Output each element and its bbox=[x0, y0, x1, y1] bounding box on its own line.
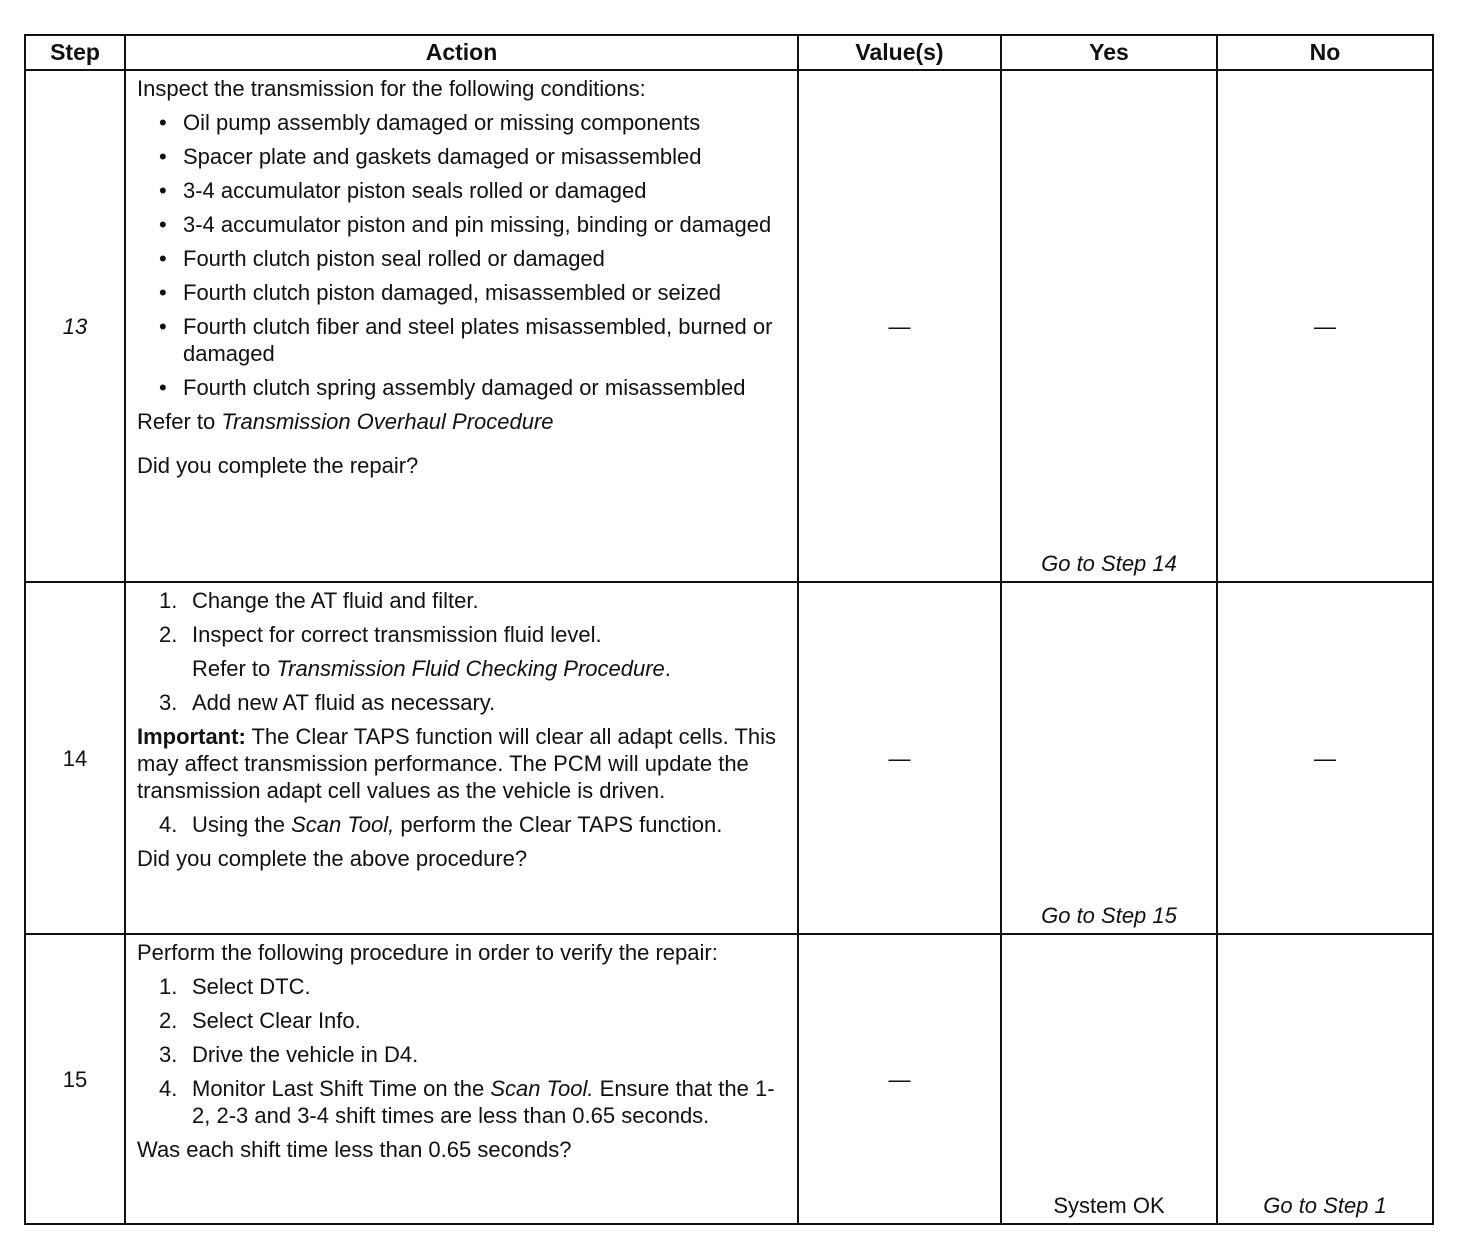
action-cell bbox=[125, 582, 798, 934]
header-action: Action bbox=[125, 35, 798, 70]
step-text: perform the Clear TAPS function. bbox=[394, 812, 723, 837]
value-dash: — bbox=[888, 745, 911, 771]
yes-go-to-step-14[interactable]: Go to Step 14 bbox=[1001, 70, 1217, 582]
refer-prefix: Refer to bbox=[192, 656, 277, 681]
table-row-step-14 bbox=[25, 582, 1433, 934]
action-cell bbox=[125, 70, 798, 582]
list-item: • Fourth clutch fiber and steel plates misassembled, burned or damaged bbox=[137, 313, 789, 367]
action-question: Did you complete the repair? bbox=[137, 453, 419, 478]
step-text: Drive the vehicle in D4. bbox=[192, 1042, 419, 1067]
step-text: Select Clear Info. bbox=[192, 1008, 361, 1033]
list-item bbox=[137, 621, 789, 648]
refer-line bbox=[137, 655, 789, 682]
action-question: Was each shift time less than 0.65 seconds? bbox=[137, 1137, 572, 1162]
step-number: 14 bbox=[25, 582, 125, 934]
procedure-steps bbox=[137, 973, 789, 1129]
procedure-reference-link[interactable]: Transmission Fluid Checking Procedure bbox=[276, 656, 665, 681]
value-cell bbox=[798, 70, 1001, 582]
scan-tool-link[interactable]: Scan Tool. bbox=[490, 1076, 594, 1101]
list-item bbox=[137, 973, 789, 1000]
no-go-to-step-1[interactable]: Go to Step 1 bbox=[1217, 934, 1433, 1224]
action-intro: Inspect the transmission for the following conditions: bbox=[137, 76, 646, 101]
list-item: • Fourth clutch spring assembly damaged or misassembled bbox=[137, 374, 789, 401]
yes-system-ok[interactable]: System OK bbox=[1001, 934, 1217, 1224]
diagnostic-table-document bbox=[24, 34, 1432, 1225]
list-item: • 3-4 accumulator piston and pin missing, binding or damaged bbox=[137, 211, 789, 238]
list-item bbox=[137, 1075, 789, 1129]
important-note bbox=[137, 723, 789, 804]
step-num: 3. bbox=[159, 1042, 178, 1067]
action-cell bbox=[125, 934, 798, 1224]
step-num: 4. bbox=[159, 1076, 178, 1101]
action-question: Did you complete the above procedure? bbox=[137, 846, 528, 871]
yes-go-to-step-15[interactable]: Go to Step 15 bbox=[1001, 582, 1217, 934]
list-item bbox=[137, 1007, 789, 1034]
step-num: 1. bbox=[159, 974, 178, 999]
procedure-steps bbox=[137, 811, 789, 838]
list-item: • Oil pump assembly damaged or missing components bbox=[137, 109, 789, 136]
step-text: Inspect for correct transmission fluid level. bbox=[192, 622, 602, 647]
list-item bbox=[137, 811, 789, 838]
step-num: 1. bbox=[159, 588, 178, 613]
list-item bbox=[137, 689, 789, 716]
refer-suffix: . bbox=[664, 656, 671, 681]
procedure-steps bbox=[137, 689, 789, 716]
table-row-step-15 bbox=[25, 934, 1433, 1224]
step-text: Using the bbox=[192, 812, 292, 837]
diagnostic-table bbox=[24, 34, 1434, 1225]
action-intro: Perform the following procedure in order to verify the repair: bbox=[137, 940, 718, 965]
condition-list bbox=[137, 109, 789, 401]
step-number: 13 bbox=[25, 70, 125, 582]
no-cell: — bbox=[1217, 70, 1433, 582]
value-dash: — bbox=[888, 313, 911, 339]
header-values: Value(s) bbox=[798, 35, 1001, 70]
step-num: 4. bbox=[159, 812, 178, 837]
important-text: The Clear TAPS function will clear all adapt cells. This may affect transmission performance. The PCM will update the transmission adapt cell values as the vehicle is driven. bbox=[137, 724, 777, 803]
list-item bbox=[137, 1041, 789, 1068]
procedure-reference-link[interactable]: Transmission Overhaul Procedure bbox=[221, 409, 554, 434]
header-row bbox=[25, 35, 1433, 70]
step-num: 3. bbox=[159, 690, 178, 715]
list-item: • Fourth clutch piston seal rolled or damaged bbox=[137, 245, 789, 272]
list-item: • Spacer plate and gaskets damaged or misassembled bbox=[137, 143, 789, 170]
list-item bbox=[137, 587, 789, 614]
value-cell bbox=[798, 934, 1001, 1224]
header-step: Step bbox=[25, 35, 125, 70]
step-text: Add new AT fluid as necessary. bbox=[192, 690, 496, 715]
header-no: No bbox=[1217, 35, 1433, 70]
step-text: Ensure that the 1-2, 2-3 and 3-4 shift times are less than 0.65 seconds. bbox=[192, 1076, 775, 1128]
header-yes: Yes bbox=[1001, 35, 1217, 70]
no-cell: — bbox=[1217, 582, 1433, 934]
refer-line bbox=[137, 408, 789, 435]
list-item: • Fourth clutch piston damaged, misassembled or seized bbox=[137, 279, 789, 306]
step-number: 15 bbox=[25, 934, 125, 1224]
step-num: 2. bbox=[159, 622, 178, 647]
procedure-steps bbox=[137, 587, 789, 648]
value-dash: — bbox=[888, 1066, 911, 1092]
step-num: 2. bbox=[159, 1008, 178, 1033]
step-text: Change the AT fluid and filter. bbox=[192, 588, 479, 613]
list-item: • 3-4 accumulator piston seals rolled or damaged bbox=[137, 177, 789, 204]
important-label: Important: bbox=[137, 724, 246, 749]
refer-prefix: Refer to bbox=[137, 409, 222, 434]
value-cell bbox=[798, 582, 1001, 934]
scan-tool-link[interactable]: Scan Tool, bbox=[291, 812, 395, 837]
step-text: Select DTC. bbox=[192, 974, 311, 999]
step-text: Monitor Last Shift Time on the bbox=[192, 1076, 491, 1101]
table-row-step-13 bbox=[25, 70, 1433, 582]
